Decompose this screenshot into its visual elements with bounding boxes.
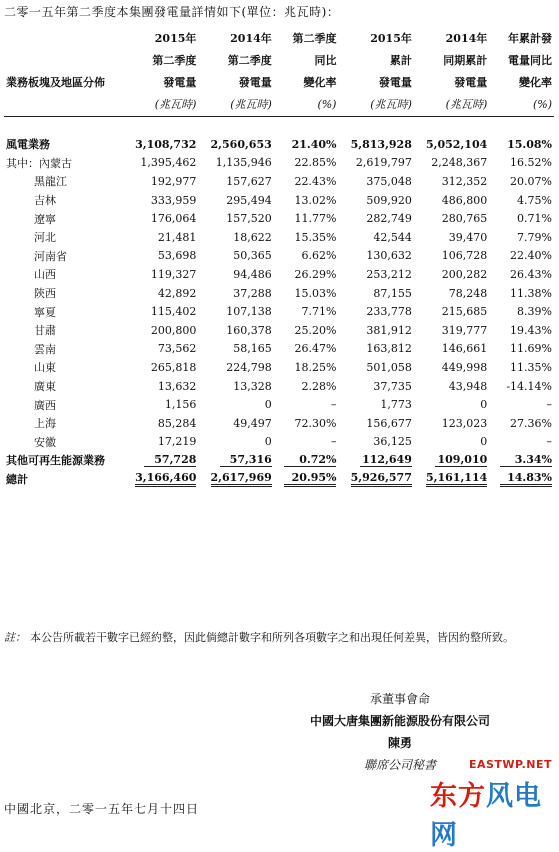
other-renewables-row [4, 451, 554, 470]
cell: 8.39% [517, 305, 552, 319]
cell: 2,560,653 [210, 137, 272, 151]
row-label [4, 154, 123, 173]
region-row [4, 172, 554, 191]
cell: 375,048 [366, 174, 412, 188]
cell: 13.02% [294, 193, 337, 207]
cell: 7.79% [517, 230, 552, 244]
document-date: 中國北京，二零一五年七月十四日 [4, 802, 200, 816]
cell: 22.40% [510, 249, 552, 263]
cell: 253,212 [366, 267, 412, 281]
col4-line1: 2015年 [370, 32, 412, 45]
segment-header-spacer [4, 50, 123, 72]
cell: 22.85% [294, 156, 337, 170]
region-name: 上海 [34, 417, 56, 431]
cell-value: 3,166,460 [135, 471, 196, 487]
cell: 501,058 [366, 360, 412, 374]
cell: 15.03% [294, 286, 337, 300]
cell: 13,328 [233, 379, 272, 393]
cell: 381,912 [366, 323, 412, 337]
cell-value: 2,617,969 [211, 471, 272, 487]
cell: 36,125 [373, 435, 412, 449]
cell: 21,481 [157, 230, 197, 244]
signatory-name: 陳勇 [387, 736, 412, 750]
cell: 78,248 [448, 286, 488, 300]
cell: 13,632 [157, 379, 197, 393]
cell-value: 14.83% [500, 471, 552, 487]
cell: 7.71% [301, 305, 337, 319]
region-name: 安徽 [34, 435, 56, 449]
header-unit-row [4, 94, 554, 117]
segment-header-spacer [4, 94, 123, 117]
cell-value: 5,926,577 [351, 471, 412, 487]
cell [274, 470, 339, 489]
cell: 509,920 [366, 193, 412, 207]
cell: 157,627 [226, 174, 272, 188]
col2-unit: (兆瓦時) [198, 94, 273, 117]
region-name: 河北 [34, 231, 56, 245]
row-label: 總計 [6, 472, 28, 486]
region-row [4, 247, 554, 266]
col1-line3: 發電量 [163, 76, 197, 89]
col3-line2: 同比 [314, 54, 337, 67]
cell-value: 112,649 [360, 453, 412, 467]
region-row [4, 265, 554, 284]
cell: 4.75% [517, 193, 552, 207]
cell: 50,365 [233, 249, 272, 263]
cell: 1,135,946 [215, 156, 272, 170]
company-name: 中國大唐集團新能源股份有限公司 [309, 714, 490, 728]
cell: 265,818 [150, 360, 197, 374]
cell: 486,800 [441, 193, 488, 207]
col5-line2: 同期累計 [443, 54, 488, 67]
cell: 11.77% [294, 212, 337, 226]
header-row-1 [4, 28, 554, 50]
cell [489, 451, 554, 470]
cell-value: 57,728 [144, 453, 196, 467]
cell: 58,165 [233, 342, 272, 356]
region-row [4, 284, 554, 303]
region-name: 陝西 [34, 287, 56, 301]
region-row [4, 228, 554, 247]
region-name: 山東 [34, 361, 56, 375]
col1-line2: 第二季度 [152, 54, 197, 67]
cell: 43,948 [448, 379, 488, 393]
cell: 295,494 [226, 193, 272, 207]
cell: 26.43% [510, 267, 552, 281]
col3-line1: 第二季度 [292, 32, 337, 45]
col6-unit: (%) [489, 94, 554, 117]
cell: 27.36% [510, 416, 552, 430]
col6-line2: 電量同比 [508, 54, 552, 67]
header-row-3 [4, 72, 554, 94]
cell: 37,735 [373, 379, 412, 393]
cell-value: 3.34% [500, 453, 552, 467]
cell: 449,998 [441, 360, 488, 374]
region-name: 內蒙古 [39, 156, 72, 170]
region-row [4, 302, 554, 321]
cell [414, 451, 489, 470]
col2-line2: 第二季度 [227, 54, 272, 67]
watermark-url: EASTWP.NET [468, 758, 552, 771]
cell-value: 0.72% [284, 453, 336, 467]
cell: 5,052,104 [426, 137, 488, 151]
cell: 11.35% [510, 360, 552, 374]
cell: 73,562 [157, 342, 197, 356]
region-name: 吉林 [34, 194, 56, 208]
cell: 26.47% [294, 342, 337, 356]
cell: 94,486 [233, 267, 272, 281]
intro-text: 二零一五年第二季度本集團發電量詳情如下(單位：兆瓦時)： [4, 5, 340, 19]
cell: 3,108,732 [135, 137, 197, 151]
region-row [4, 340, 554, 359]
cell: 22.43% [294, 174, 337, 188]
segment-header-spacer [4, 28, 123, 50]
cell: – [330, 435, 337, 449]
region-name: 遼寧 [34, 212, 56, 226]
cell [123, 470, 198, 489]
region-name: 甘肅 [34, 324, 56, 338]
region-row [4, 433, 554, 452]
cell: 42,544 [373, 230, 412, 244]
col2-line3: 發電量 [238, 76, 272, 89]
col3-line3: 變化率 [303, 76, 337, 89]
region-row [4, 321, 554, 340]
col2-line1: 2014年 [230, 32, 272, 45]
cell-value: 109,010 [435, 453, 487, 467]
row-label: 其他可再生能源業務 [6, 454, 105, 468]
cell: 18.25% [294, 360, 337, 374]
cell [198, 470, 273, 489]
col4-unit: (兆瓦時) [338, 94, 413, 117]
region-row [4, 191, 554, 210]
cell: 2.28% [301, 379, 337, 393]
cell: 16.52% [510, 156, 552, 170]
total-row [4, 470, 554, 489]
region-name: 廣東 [34, 380, 56, 394]
cell: 0.71% [517, 212, 552, 226]
cell: 6.62% [301, 249, 337, 263]
cell: 39,470 [448, 230, 488, 244]
watermark-logo [430, 758, 556, 851]
cell: 2,248,367 [431, 156, 488, 170]
cell: 146,661 [441, 342, 488, 356]
cell: 192,977 [150, 174, 197, 188]
cell: 15.35% [294, 230, 337, 244]
region-row [4, 395, 554, 414]
region-name: 寧夏 [34, 305, 56, 319]
region-name: 廣西 [34, 398, 56, 412]
cell: 5,813,928 [350, 137, 412, 151]
cell: 0 [264, 435, 272, 449]
generation-table [4, 28, 554, 488]
cell: 49,497 [233, 416, 272, 430]
header-row-2 [4, 50, 554, 72]
col4-line3: 發電量 [378, 76, 412, 89]
cell: 25.20% [294, 323, 337, 337]
cell: 15.08% [507, 137, 552, 151]
cell: 233,778 [366, 305, 412, 319]
region-row [4, 154, 554, 173]
cell [338, 470, 413, 489]
cell: 42,892 [157, 286, 197, 300]
cell [338, 451, 413, 470]
cell: 215,685 [441, 305, 488, 319]
cell: 20.07% [510, 174, 552, 188]
cell: 1,395,462 [140, 156, 197, 170]
region-prefix: 其中： [6, 156, 39, 170]
cell: 53,698 [157, 249, 197, 263]
cell: 224,798 [226, 360, 272, 374]
cell [414, 470, 489, 489]
col5-line1: 2014年 [445, 32, 488, 45]
region-name: 河南省 [34, 249, 67, 263]
cell: 18,622 [233, 230, 272, 244]
col6-line3: 變化率 [519, 76, 552, 89]
cell: 156,677 [366, 416, 412, 430]
cell: 26.29% [294, 267, 337, 281]
cell: 200,800 [150, 323, 197, 337]
watermark-brand [430, 774, 554, 852]
region-name: 黑龍江 [34, 175, 67, 189]
cell: 160,378 [226, 323, 272, 337]
cell-value: 20.95% [284, 471, 336, 487]
region-row [4, 414, 554, 433]
footnote-text: 本公告所載若干數字已經約整，因此倘總計數字和所列各項數字之和出現任何差異，皆因約整所致。 [30, 631, 514, 644]
cell: -14.14% [506, 379, 552, 393]
cell: 17,219 [157, 435, 197, 449]
cell [123, 451, 198, 470]
region-row [4, 377, 554, 396]
signature-line: 承董事會命 [369, 692, 430, 706]
cell: 123,023 [441, 416, 488, 430]
cell: 107,138 [226, 305, 272, 319]
col5-line3: 發電量 [454, 76, 488, 89]
col4-line2: 累計 [389, 54, 412, 67]
cell: 176,064 [150, 212, 197, 226]
cell: 115,402 [150, 305, 197, 319]
cell: – [546, 398, 552, 412]
footnote [4, 628, 554, 647]
col3-unit: (%) [274, 94, 339, 117]
cell: 2,619,797 [355, 156, 412, 170]
wind-row [4, 117, 554, 154]
cell: 119,327 [150, 267, 197, 281]
cell [198, 451, 273, 470]
cell: 1,156 [164, 398, 197, 412]
cell: 85,284 [157, 416, 197, 430]
watermark-brand-b: 风电网 [430, 781, 542, 851]
col1-line1: 2015年 [154, 32, 197, 45]
cell: 0 [480, 435, 488, 449]
cell: 200,282 [441, 267, 488, 281]
cell: 280,765 [441, 212, 488, 226]
cell: 1,773 [380, 398, 412, 412]
footnote-label: 註： [4, 631, 26, 644]
col1-unit: (兆瓦時) [123, 94, 198, 117]
cell: 72.30% [294, 416, 337, 430]
region-row [4, 209, 554, 228]
row-label: 風電業務 [6, 138, 50, 152]
cell: 157,520 [226, 212, 272, 226]
cell: 106,728 [441, 249, 488, 263]
col5-unit: (兆瓦時) [414, 94, 489, 117]
cell: 163,812 [366, 342, 412, 356]
region-name: 山西 [34, 268, 56, 282]
cell-value: 57,316 [220, 453, 272, 467]
cell: 130,632 [366, 249, 412, 263]
cell: 0 [480, 398, 488, 412]
cell: 312,352 [441, 174, 488, 188]
cell: 87,155 [373, 286, 412, 300]
region-row [4, 358, 554, 377]
cell: 11.38% [510, 286, 552, 300]
cell: – [546, 435, 552, 449]
region-name: 雲南 [34, 342, 56, 356]
cell [274, 451, 339, 470]
watermark-brand-a: 东方 [430, 781, 486, 812]
cell: 333,959 [150, 193, 197, 207]
table-body [4, 117, 554, 489]
cell-value: 5,161,114 [426, 471, 487, 487]
cell: 11.69% [510, 342, 552, 356]
cell: – [330, 398, 337, 412]
segment-header: 業務板塊及地區分佈 [6, 76, 105, 89]
cell: 21.40% [291, 137, 337, 151]
cell [489, 470, 554, 489]
signatory-title: 聯席公司秘書 [363, 758, 436, 772]
cell: 282,749 [366, 212, 412, 226]
cell: 319,777 [441, 323, 488, 337]
col6-line1: 年累計發 [508, 32, 552, 45]
cell: 0 [264, 398, 272, 412]
cell: 37,288 [233, 286, 272, 300]
cell: 19.43% [510, 323, 552, 337]
